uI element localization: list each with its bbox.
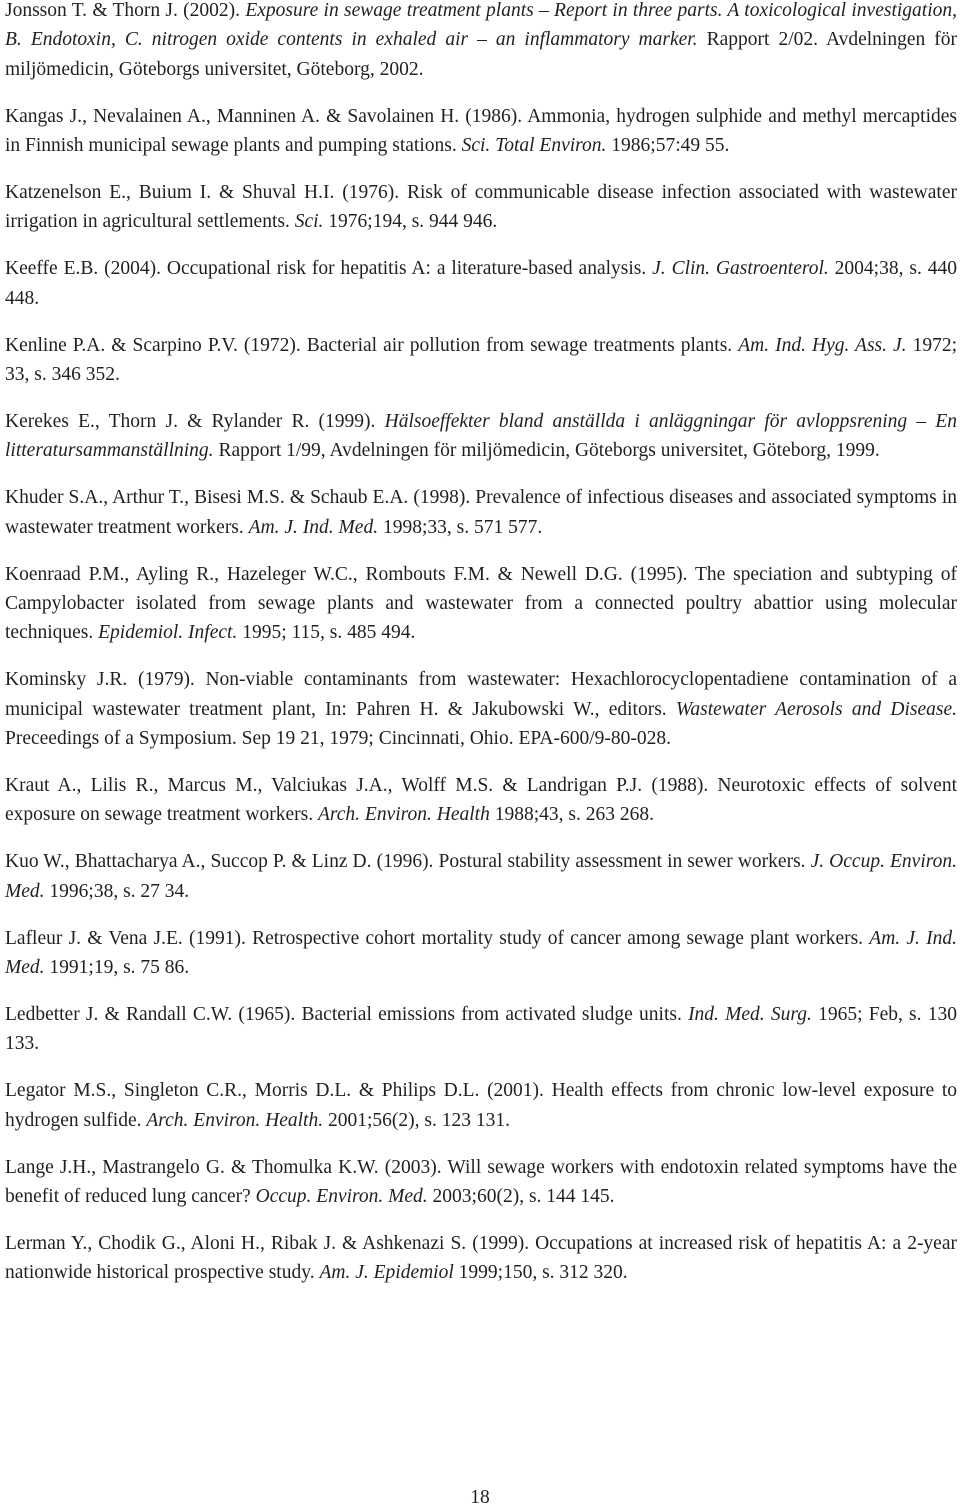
reference-text: Koenraad P.M., Ayling R., Hazeleger W.C., Rombouts F.M. & Newell D.G. (1995). The speciation and subtyping of Campylobacter isolated from sewage plants and wastewater from a connected poultry abattior using molecular techniques. xyxy=(5,563,957,644)
reference-text: 1976;194, s. 944 946. xyxy=(323,211,498,233)
reference-source-italic: Am. J. Ind. Med. xyxy=(248,516,379,538)
reference-entry xyxy=(5,847,957,906)
reference-entry xyxy=(5,254,957,313)
reference-source-italic: Ind. Med. Surg. xyxy=(688,1003,812,1025)
reference-entry xyxy=(5,1153,957,1212)
reference-source-italic: J. Clin. Gastroenterol. xyxy=(652,258,829,280)
reference-text: 1988;43, s. 263 268. xyxy=(489,804,654,826)
reference-text: Preceedings of a Symposium. Sep 19 21, 1979; Cincinnati, Ohio. EPA-600/9-80-028. xyxy=(5,728,672,750)
reference-source-italic: Hälsoeffekter bland anställda i anläggningar för avloppsrening – En litteratursammanställning. xyxy=(5,410,957,462)
reference-text: 1995; 115, s. 485 494. xyxy=(237,622,416,644)
reference-text: 1999;150, s. 312 320. xyxy=(453,1262,628,1284)
reference-entry xyxy=(5,178,957,237)
reference-entry xyxy=(5,924,957,983)
reference-text: 1991;19, s. 75 86. xyxy=(44,957,190,979)
reference-text: Lafleur J. & Vena J.E. (1991). Retrospective cohort mortality study of cancer among sewage plant workers. xyxy=(5,927,870,949)
reference-text: Lange J.H., Mastrangelo G. & Thomulka K.W. (2003). Will sewage workers with endotoxin related symptoms have the benefit of reduced lung cancer? xyxy=(5,1156,957,1207)
reference-entry xyxy=(5,407,957,466)
reference-text: Kenline P.A. & Scarpino P.V. (1972). Bacterial air pollution from sewage treatments plants. xyxy=(5,334,739,356)
reference-text: 1986;57:49 55. xyxy=(606,135,730,157)
reference-text: 1965; Feb, s. 130 133. xyxy=(5,1003,957,1055)
reference-text: Kraut A., Lilis R., Marcus M., Valciukas J.A., Wolff M.S. & Landrigan P.J. (1988). Neurotoxic effects of solvent exposure on sewage treatment workers. xyxy=(5,775,957,826)
reference-source-italic: Arch. Environ. Health xyxy=(317,804,490,826)
reference-source-italic: J. Occup. Environ. Med. xyxy=(5,851,957,902)
reference-text: Legator M.S., Singleton C.R., Morris D.L. & Philips D.L. (2001). Health effects from chronic low-level exposure to hydrogen sulfide. xyxy=(5,1080,957,1131)
reference-source-italic: Am. J. Ind. Med. xyxy=(5,927,957,979)
reference-entry xyxy=(5,0,957,84)
reference-text: Katzenelson E., Buium I. & Shuval H.I. (1976). Risk of communicable disease infection associated with wastewater irrigation in agricultural settlements. xyxy=(5,182,957,233)
reference-text: Khuder S.A., Arthur T., Bisesi M.S. & Schaub E.A. (1998). Prevalence of infectious diseases and associated symptoms in wastewater treatment workers. xyxy=(5,487,957,538)
reference-source-italic: Am. Ind. Hyg. Ass. J. xyxy=(738,334,907,356)
reference-source-italic: Exposure in sewage treatment plants – Report in three parts. A toxicological investigation, B. Endotoxin, C. nitrogen oxide contents in exhaled air – an inflammatory marker. xyxy=(5,0,957,51)
reference-text: Keeffe E.B. (2004). Occupational risk for hepatitis A: a literature-based analysis. xyxy=(5,258,653,280)
reference-text: Rapport 1/99, Avdelningen för miljömedicin, Göteborgs universitet, Göteborg, 1999. xyxy=(213,440,880,462)
reference-text: 1996;38, s. 27 34. xyxy=(44,880,190,902)
reference-text: 2001;56(2), s. 123 131. xyxy=(323,1109,510,1131)
reference-text: Kerekes E., Thorn J. & Rylander R. (1999). xyxy=(5,410,385,432)
reference-entry xyxy=(5,560,957,648)
reference-text: 1998;33, s. 571 577. xyxy=(378,516,543,538)
reference-entry xyxy=(5,102,957,161)
reference-source-italic: Occup. Environ. Med. xyxy=(255,1186,428,1207)
reference-source-italic: Wastewater Aerosols and Disease. xyxy=(675,698,957,720)
reference-entry xyxy=(5,1229,957,1288)
reference-text: 1972; 33, s. 346 352. xyxy=(5,334,958,386)
reference-source-italic: Sci. xyxy=(294,211,324,233)
reference-text: Lerman Y., Chodik G., Aloni H., Ribak J. & Ashkenazi S. (1999). Occupations at increased risk of hepatitis A: a 2-year nationwide historical prospective study. xyxy=(5,1232,957,1284)
reference-text: Jonsson T. & Thorn J. (2002). xyxy=(5,0,246,21)
reference-entry xyxy=(5,1076,957,1135)
reference-source-italic: Am. J. Epidemiol xyxy=(319,1262,454,1284)
reference-text: 2003;60(2), s. 144 145. xyxy=(427,1186,615,1207)
reference-text: Kuo W., Bhattacharya A., Succop P. & Linz D. (1996). Postural stability assessment in sewer workers. xyxy=(5,851,811,873)
reference-text: Ledbetter J. & Randall C.W. (1965). Bacterial emissions from activated sludge units. xyxy=(5,1003,689,1025)
reference-source-italic: Arch. Environ. Health. xyxy=(146,1109,324,1131)
reference-text: Rapport 2/02. Avdelningen för miljömedicin, Göteborgs universitet, Göteborg, 2002. xyxy=(5,29,957,80)
reference-text: 2004;38, s. 440 448. xyxy=(5,258,957,309)
reference-text: Kominsky J.R. (1979). Non-viable contaminants from wastewater: Hexachlorocyclopentadiene contamination of a municipal wastewater treatment plant, In: Pahren H. & Jakubowski W., editors. xyxy=(5,669,957,720)
page-number: 18 xyxy=(470,1487,490,1508)
reference-text: Kangas J., Nevalainen A., Manninen A. & Savolainen H. (1986). Ammonia, hydrogen sulphide and methyl mercaptides in Finnish municipal sewage plants and pumping stations. xyxy=(5,105,957,157)
reference-source-italic: Sci. Total Environ. xyxy=(461,135,607,157)
reference-entry xyxy=(5,483,957,542)
reference-entry xyxy=(5,665,957,753)
reference-entry xyxy=(5,331,957,390)
reference-entry xyxy=(5,771,957,830)
reference-entry xyxy=(5,1000,957,1059)
reference-source-italic: Epidemiol. Infect. xyxy=(98,622,238,644)
reference-list xyxy=(5,0,957,1305)
